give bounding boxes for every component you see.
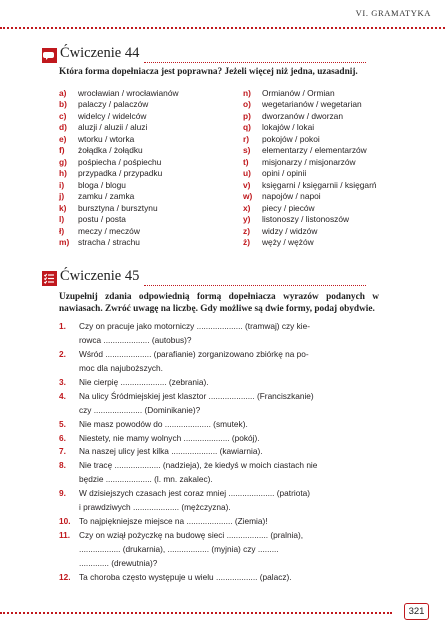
sentence-text: rowca .................... (autobus)? [79, 334, 192, 345]
answer-option [243, 191, 377, 202]
sentence-text: To najpiękniejsze miejsce na .................... (Ziemia)! [79, 516, 268, 527]
option-letter: m) [59, 237, 70, 248]
option-letter: u) [243, 168, 251, 179]
option-letter: b) [59, 99, 67, 110]
option-letter: p) [243, 110, 251, 121]
exercise-44-title: Ćwiczenie 44 [60, 45, 140, 61]
option-letter: y) [243, 214, 251, 225]
sentence-number: 7. [59, 446, 66, 457]
option-letter: j) [59, 191, 65, 202]
sentence-text: .................. (drukarnia), .................. (myjnia) czy ......... [79, 544, 279, 554]
sentence-line [59, 404, 367, 418]
sentence-number [59, 362, 79, 376]
sentence-line [59, 487, 367, 501]
option-letter: i) [59, 179, 65, 190]
answer-option [243, 145, 377, 156]
option-letter: v) [243, 179, 251, 190]
option-text: pośpiecha / pośpiechu [78, 156, 162, 167]
sentence-number [59, 543, 79, 557]
option-letter: q) [243, 122, 251, 133]
sentence-number: 9. [59, 488, 66, 499]
exercise-45-instruction: Uzupełnij zdania odpowiednią formą dopełniacza wyrazów podanych w nawiasach. Zwróć uwagę na liczbę. Gdy możliwe są dwie formy, podaj obydwie. [59, 292, 379, 315]
sentence-text: Na naszej ulicy jest kilka .................... (kawiarnia). [79, 446, 263, 457]
sentence-number [59, 473, 79, 487]
answer-option [59, 111, 179, 122]
option-text: węży / wężów [262, 237, 314, 248]
answer-option [59, 180, 179, 191]
option-letter: h) [59, 168, 67, 179]
sentence-text: moc dla najuboższych. [79, 362, 163, 373]
sentence-line [59, 571, 367, 585]
answer-option [59, 122, 179, 133]
exercise-44-left-column [59, 88, 179, 249]
option-letter: w) [243, 191, 253, 202]
option-text: Ormianów / Ormian [262, 88, 335, 98]
answer-option [243, 99, 377, 110]
option-text: żołądka / żołądku [78, 145, 143, 156]
exercise-44-instruction: Która forma dopełniacza jest poprawna? Jeżeli więcej niż jedna, uzasadnij. [59, 67, 358, 77]
sentence-number [59, 404, 79, 418]
sentence-text: Nie tracę .................... (nadzieja), że kiedyś w moich ciastach nie [79, 460, 318, 471]
option-text: dworzanów / dworzan [262, 110, 343, 121]
sentence-text: czy ..................... (Dominikanie)? [79, 404, 201, 415]
answer-option [243, 111, 377, 122]
sentence-text: Wśród .................... (parafianie) zorganizowano zbiórkę na po- [79, 348, 309, 359]
option-text: misjonarzy / misjonarzów [262, 156, 356, 167]
sentence-number: 4. [59, 390, 66, 401]
page-number: 321 [404, 603, 429, 620]
option-text: opini / opinii [262, 168, 307, 179]
sentence-line [59, 390, 367, 404]
sentence-number: 1. [59, 321, 66, 331]
top-dotted-rule [0, 27, 445, 29]
option-letter: k) [59, 202, 67, 213]
option-text: meczy / meczów [78, 225, 140, 236]
option-text: przypadka / przypadku [78, 168, 163, 179]
answer-option [243, 157, 377, 168]
sentence-line [59, 348, 367, 362]
sentence-text: Niestety, nie mamy wolnych .................... (pokój). [79, 432, 260, 443]
answer-option [243, 226, 377, 237]
option-letter: f) [59, 145, 65, 156]
answer-option [243, 180, 377, 191]
option-text: bursztyna / bursztynu [78, 202, 158, 213]
exercise-45-title: Ćwiczenie 45 [60, 268, 140, 284]
option-text: stracha / strachu [78, 237, 140, 248]
answer-option [243, 134, 377, 145]
option-text: postu / posta [78, 214, 126, 225]
answer-option [59, 134, 179, 145]
exercise-44-title-rule [144, 62, 366, 63]
sentence-line [59, 362, 367, 376]
sentence-text: będzie .................... (l. mn. zakalec). [79, 474, 213, 485]
option-letter: ż) [243, 237, 250, 248]
option-text: aluzji / aluzii / aluzi [78, 122, 148, 133]
option-text: napojów / napoi [262, 191, 321, 202]
exercise-45-list-icon [42, 271, 57, 286]
sentence-line [59, 473, 367, 487]
option-text: wegetarianów / wegetarian [262, 99, 362, 110]
sentence-line [59, 320, 367, 334]
option-letter: z) [243, 225, 250, 236]
sentence-text: Czy on wziął pożyczkę na budowę sieci .................. (pralnia), [79, 530, 304, 541]
answer-option [59, 157, 179, 168]
answer-option [59, 99, 179, 110]
option-text: listonoszy / listonoszów [262, 214, 350, 225]
option-text: wtorku / wtorka [78, 133, 135, 144]
sentence-text: Ta choroba często występuje u wielu .................. (palacz). [79, 571, 292, 582]
sentence-text: Nie cierpię .................... (zebrania). [79, 376, 209, 387]
sentence-number: 3. [59, 376, 66, 387]
option-text: widelcy / widelców [78, 110, 147, 121]
option-letter: ł) [59, 225, 65, 236]
running-head: VI. GRAMATYKA [355, 8, 431, 18]
option-text: bloga / blogu [78, 179, 126, 190]
option-text: palaczy / palaczów [78, 99, 149, 110]
sentence-line [59, 445, 367, 459]
answer-option [243, 168, 377, 179]
option-letter: o) [243, 99, 251, 110]
option-letter: s) [243, 145, 251, 156]
option-letter: l) [59, 214, 65, 225]
sentence-number: 6. [59, 432, 66, 443]
bottom-dotted-rule [0, 612, 392, 614]
sentence-line [59, 334, 367, 348]
answer-option [243, 214, 377, 225]
option-text: lokajów / lokai [262, 122, 315, 133]
option-letter: c) [59, 110, 67, 121]
option-text: widzy / widzów [262, 225, 318, 236]
answer-option [59, 237, 179, 248]
exercise-45-title-rule [144, 285, 366, 286]
sentence-number [59, 557, 79, 571]
answer-option [59, 214, 179, 225]
sentence-text: Na ulicy Śródmiejskiej jest klasztor .................... (Franciszkanie) [79, 390, 314, 401]
sentence-text: Czy on pracuje jako motorniczy .................... (tramwaj) czy kie- [79, 321, 310, 331]
exercise-45-sentences [59, 320, 367, 585]
exercise-44-right-column [243, 88, 377, 249]
sentence-number: 8. [59, 460, 66, 471]
option-letter: d) [59, 122, 67, 133]
answer-option [59, 168, 179, 179]
option-letter: r) [243, 133, 250, 144]
sentence-line [59, 432, 367, 446]
sentence-line [59, 543, 367, 557]
answer-option [59, 226, 179, 237]
sentence-line [59, 459, 367, 473]
sentence-number: 2. [59, 348, 66, 359]
option-letter: x) [243, 202, 251, 213]
sentence-line [59, 557, 367, 571]
sentence-text: ............. (drewutnia)? [79, 557, 158, 568]
option-letter: g) [59, 156, 67, 167]
answer-option [59, 145, 179, 156]
answer-option [59, 191, 179, 202]
sentence-number [59, 501, 79, 515]
sentence-number: 12. [59, 571, 71, 582]
sentence-text: i prawdziwych .................... (mężczyzna). [79, 502, 231, 513]
option-letter: e) [59, 133, 67, 144]
answer-option [243, 122, 377, 133]
option-letter: n) [243, 88, 251, 98]
answer-option [243, 203, 377, 214]
option-text: księgarni / księgarnii / księgarń [262, 179, 377, 190]
sentence-number: 11. [59, 530, 71, 541]
answer-option [59, 88, 179, 99]
exercise-44-speech-icon [42, 48, 57, 63]
option-letter: t) [243, 156, 249, 167]
sentence-line [59, 515, 367, 529]
option-text: elementarzy / elementarzów [262, 145, 367, 156]
sentence-text: Nie masz powodów do .................... (smutek). [79, 418, 248, 429]
option-text: piecy / pieców [262, 202, 315, 213]
option-text: pokojów / pokoi [262, 133, 320, 144]
sentence-text: W dzisiejszych czasach jest coraz mniej .................... (patriota) [79, 488, 310, 499]
sentence-number [59, 334, 79, 348]
option-text: wrocławian / wrocławianów [78, 88, 179, 98]
sentence-line [59, 529, 367, 543]
sentence-line [59, 376, 367, 390]
option-letter: a) [59, 88, 67, 98]
sentence-line [59, 501, 367, 515]
answer-option [243, 88, 377, 99]
sentence-number: 5. [59, 418, 66, 429]
option-text: zamku / zamka [78, 191, 135, 202]
sentence-line [59, 418, 367, 432]
answer-option [243, 237, 377, 248]
answer-option [59, 203, 179, 214]
sentence-number: 10. [59, 516, 71, 527]
